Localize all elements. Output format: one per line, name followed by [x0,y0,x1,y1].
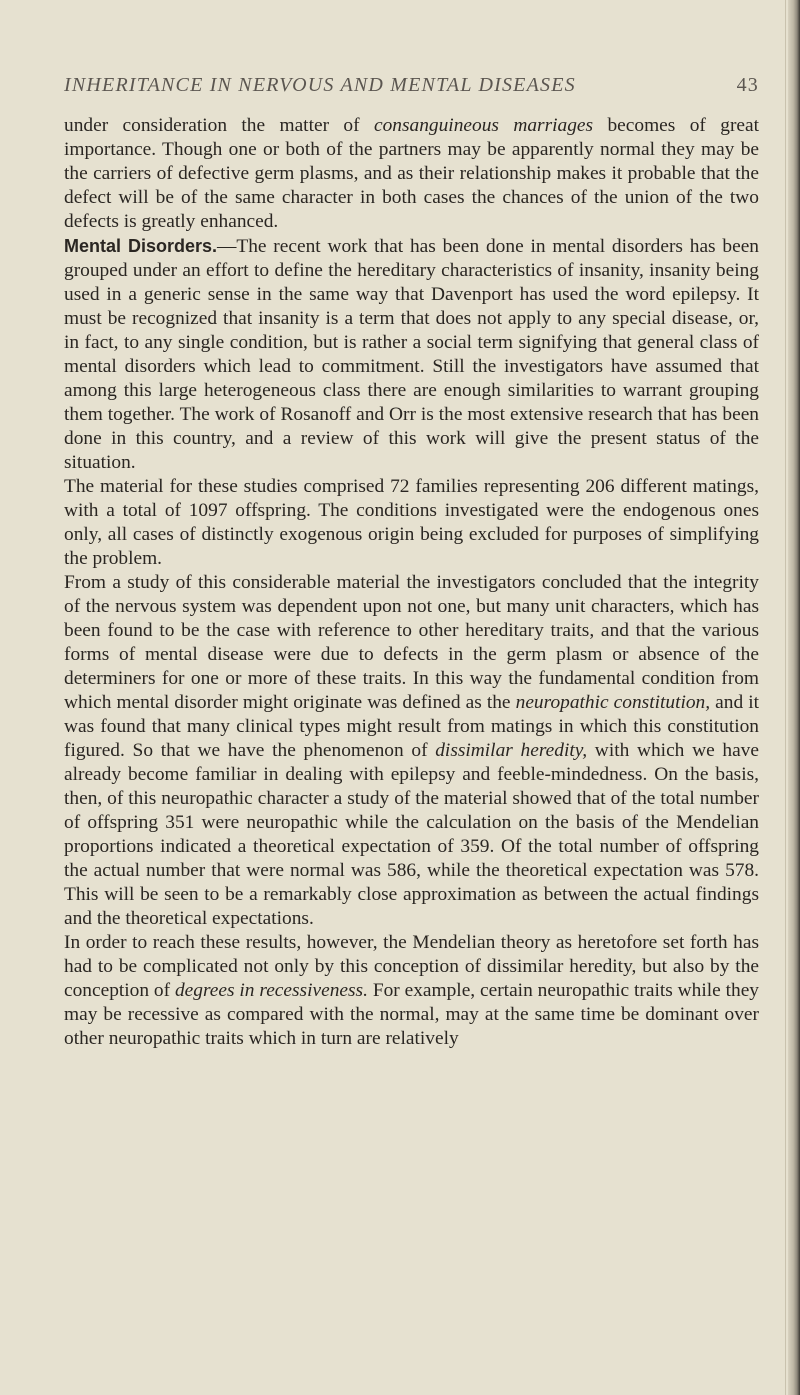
text-run: For example, certain neuropathic traits while they may be recessive as compared with the normal, may at the same time be dominant over other neuropathic traits which in turn are relatively [64,980,759,1049]
paragraph [64,475,759,571]
text-run: The material for these studies comprised 72 families representing 206 different matings, with a total of 1097 offspring. The conditions investigated were the endogenous ones only, all cases of distinctly exogenous origin being excluded for purposes of simplifying the problem. [64,476,759,569]
paragraph [64,571,759,931]
paragraph [64,114,759,234]
text-run: From a study of this considerable material the investigators concluded that the integrity of the nervous system was dependent upon not one, but many unit characters, which has been found to be the case with reference to other hereditary traits, and that the various forms of mental disease were due to defects in the germ plasm or absence of the determiners for one or more of these traits. In this way the fundamental condition from which mental disorder might originate was defined as the [64,572,759,713]
running-title: INHERITANCE IN NERVOUS AND MENTAL DISEASES [64,74,576,96]
page-number: 43 [736,74,759,96]
italic-text: degrees in recessiveness. [174,980,368,1001]
italic-text: consanguineous marriages [373,115,594,136]
text-run: —The recent work that has been done in mental disorders has been grouped under an effort to define the hereditary characteristics of insanity, insanity being used in a generic sense in the same way that Davenport has used the word epilepsy. It must be recognized that insanity is a term that does not apply to any special disease, or, in fact, to any single condition, but is rather a social term signifying that general class of mental disorders which lead to commitment. Still the investigators have assumed that among this large heterogeneous class there are enough similarities to warrant grouping them together. The work of Rosanoff and Orr is the most extensive research that has been done in this country, and a review of this work will give the present status of the situation. [64,236,759,473]
body-text [64,114,759,1051]
paragraph [64,931,759,1051]
text-run: under consideration the matter of [64,115,374,136]
italic-text: neuropathic constitution, [515,692,711,713]
section-heading: Mental Disorders. [64,236,217,256]
text-run: with which we have already become familiar in dealing with epilepsy and feeble-mindedness. On the basis, then, of this neuropathic character a study of the material showed that of the total number of offspring 351 were neuropathic while the calculation on the basis of the Mendelian proportions indicated a theoretical expectation of 359. Of the total number of offspring the actual number that were normal was 586, while the theoretical expectation was 578. This will be seen to be a remarkably close approximation as between the actual findings and the theoretical expectations. [64,740,759,929]
page-edge-shadow [788,0,800,1395]
running-head [64,74,759,104]
text-run: and it was found that many clinical types might result from matings in which this constitution figured. So that we have the phenomenon of [64,692,760,761]
text-run: In order to reach these results, however, the Mendelian theory as heretofore set forth has had to be complicated not only by this conception of dissimilar heredity, but also by the conception of [64,932,759,1001]
paragraph [64,234,759,475]
page-edge-line [785,0,786,1395]
italic-text: dissimilar heredity, [435,740,588,761]
text-run: becomes of great importance. Though one or both of the partners may be apparently normal they may be the carriers of defective germ plasms, and as their relationship makes it probable that the defect will be of the same character in both cases the chances of the union of the two defects is greatly enhanced. [64,115,760,232]
